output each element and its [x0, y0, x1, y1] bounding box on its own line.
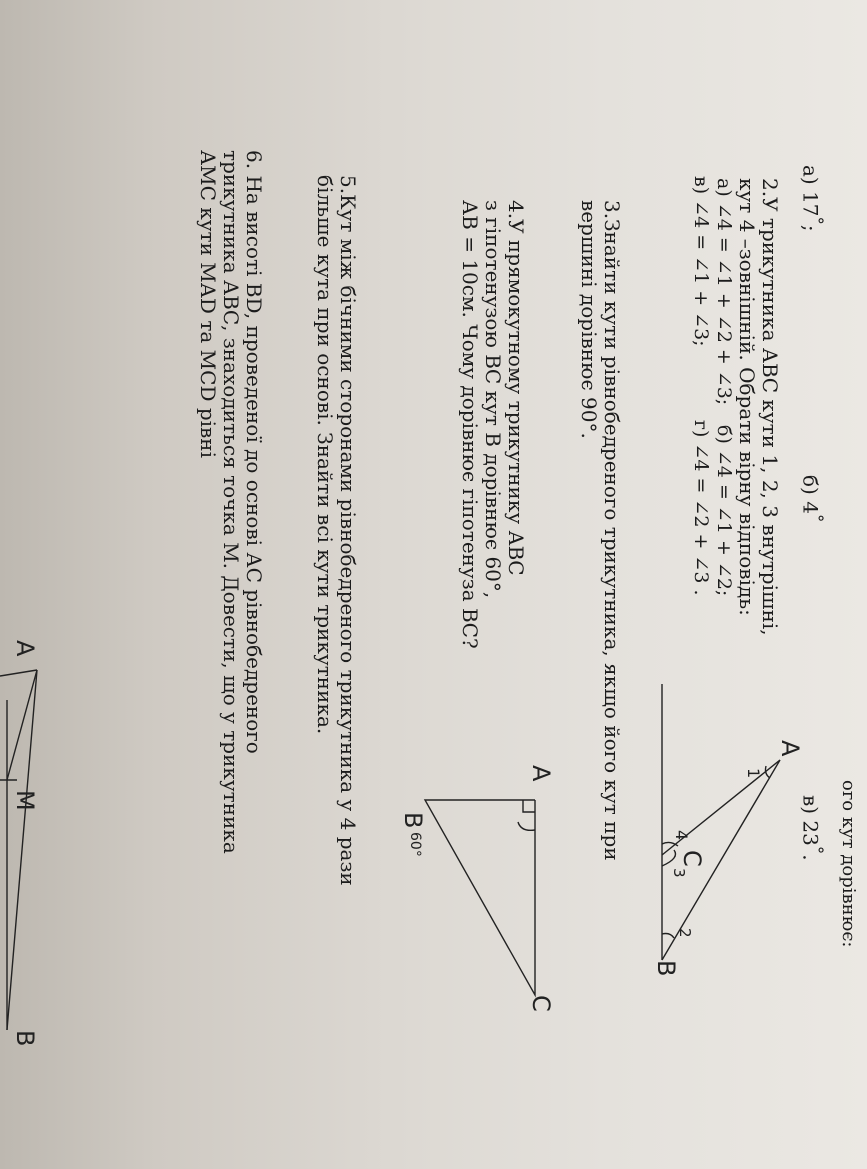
task2-line2: кут 4 –зовнішній. Обрати вірну відповідь:	[735, 178, 759, 616]
answer-option-c: в) 23°.	[798, 795, 826, 861]
task6-line1: 6. На висоті ВD, проведеної до основі АС рівнобедреного	[242, 150, 266, 754]
task4-right-angle-mark	[523, 800, 535, 812]
task2-label-4: 4	[672, 830, 691, 841]
task4-label-A: A	[527, 765, 555, 782]
answer-option-b: б) 4°	[798, 475, 826, 523]
task4-triangle	[425, 800, 535, 995]
task2-angle2-arc	[662, 934, 674, 939]
task6-label-M: M	[11, 790, 39, 811]
task2-label-1: 1	[744, 768, 763, 779]
task3-line1: 3.Знайти кути рівнобедреного трикутника, якщо його кут при	[600, 200, 624, 861]
task5-line2: більше кута при основі. Знайти всі кути трикутника.	[313, 175, 337, 735]
task2-label-3: 3	[670, 868, 688, 878]
task2-option-b: б) ∠4 = ∠1 + ∠2;	[713, 425, 735, 597]
task2-option-d: г) ∠4 = ∠2 + ∠3 .	[690, 420, 712, 596]
task3-line2: вершині дорівнює 90°.	[577, 200, 601, 439]
task6-label-A: A	[11, 640, 39, 657]
task6-line2: трикутника АВС, знаходиться точка М. Довести, що у трикутника	[219, 150, 243, 854]
task4-line3: АВ = 10см. Чому дорівнює гіпотенуза ВС?	[458, 200, 482, 649]
task4-label-C: C	[527, 995, 555, 1012]
task2-label-C: C	[678, 850, 706, 867]
answer-option-a: а) 17°;	[798, 165, 826, 232]
header-fragment: ого кут дорівнює:	[838, 780, 859, 948]
task4-angle-B-arc	[518, 822, 535, 830]
task4-line1: 4.У прямокутному трикутнику АВС	[504, 200, 528, 576]
task2-option-a: а) ∠4 = ∠1 + ∠2 + ∠3;	[713, 178, 735, 406]
task2-angle4-arc	[662, 842, 678, 846]
task4-right-triangle-figure	[399, 760, 555, 1012]
task4-line2: з гіпотенузою ВС кут В дорівнює 60°,	[481, 200, 505, 599]
task2-option-c: в) ∠4 = ∠1 + ∠3;	[690, 176, 712, 347]
task6-line3: АМС кути МАD та МСD рівні	[196, 150, 220, 459]
task2-label-2: 2	[676, 928, 694, 938]
task4-angle-60-label: 60°	[407, 832, 423, 857]
task2-angle3-arc	[662, 850, 676, 866]
task6-figure	[0, 630, 167, 1050]
task2-label-A: A	[776, 740, 804, 757]
task2-label-B: B	[652, 960, 680, 977]
task2-triangle-figure	[652, 670, 804, 977]
task6-label-B: B	[11, 1030, 39, 1047]
task4-label-B: B	[399, 812, 427, 829]
task2-line1: 2.У трикутника АВС кути 1, 2, 3 внутрішні,	[758, 178, 782, 636]
task6-segment	[0, 670, 37, 676]
task5-line1: 5.Кут між бічними сторонами рівнобедреного трикутника у 4 рази	[336, 175, 360, 886]
